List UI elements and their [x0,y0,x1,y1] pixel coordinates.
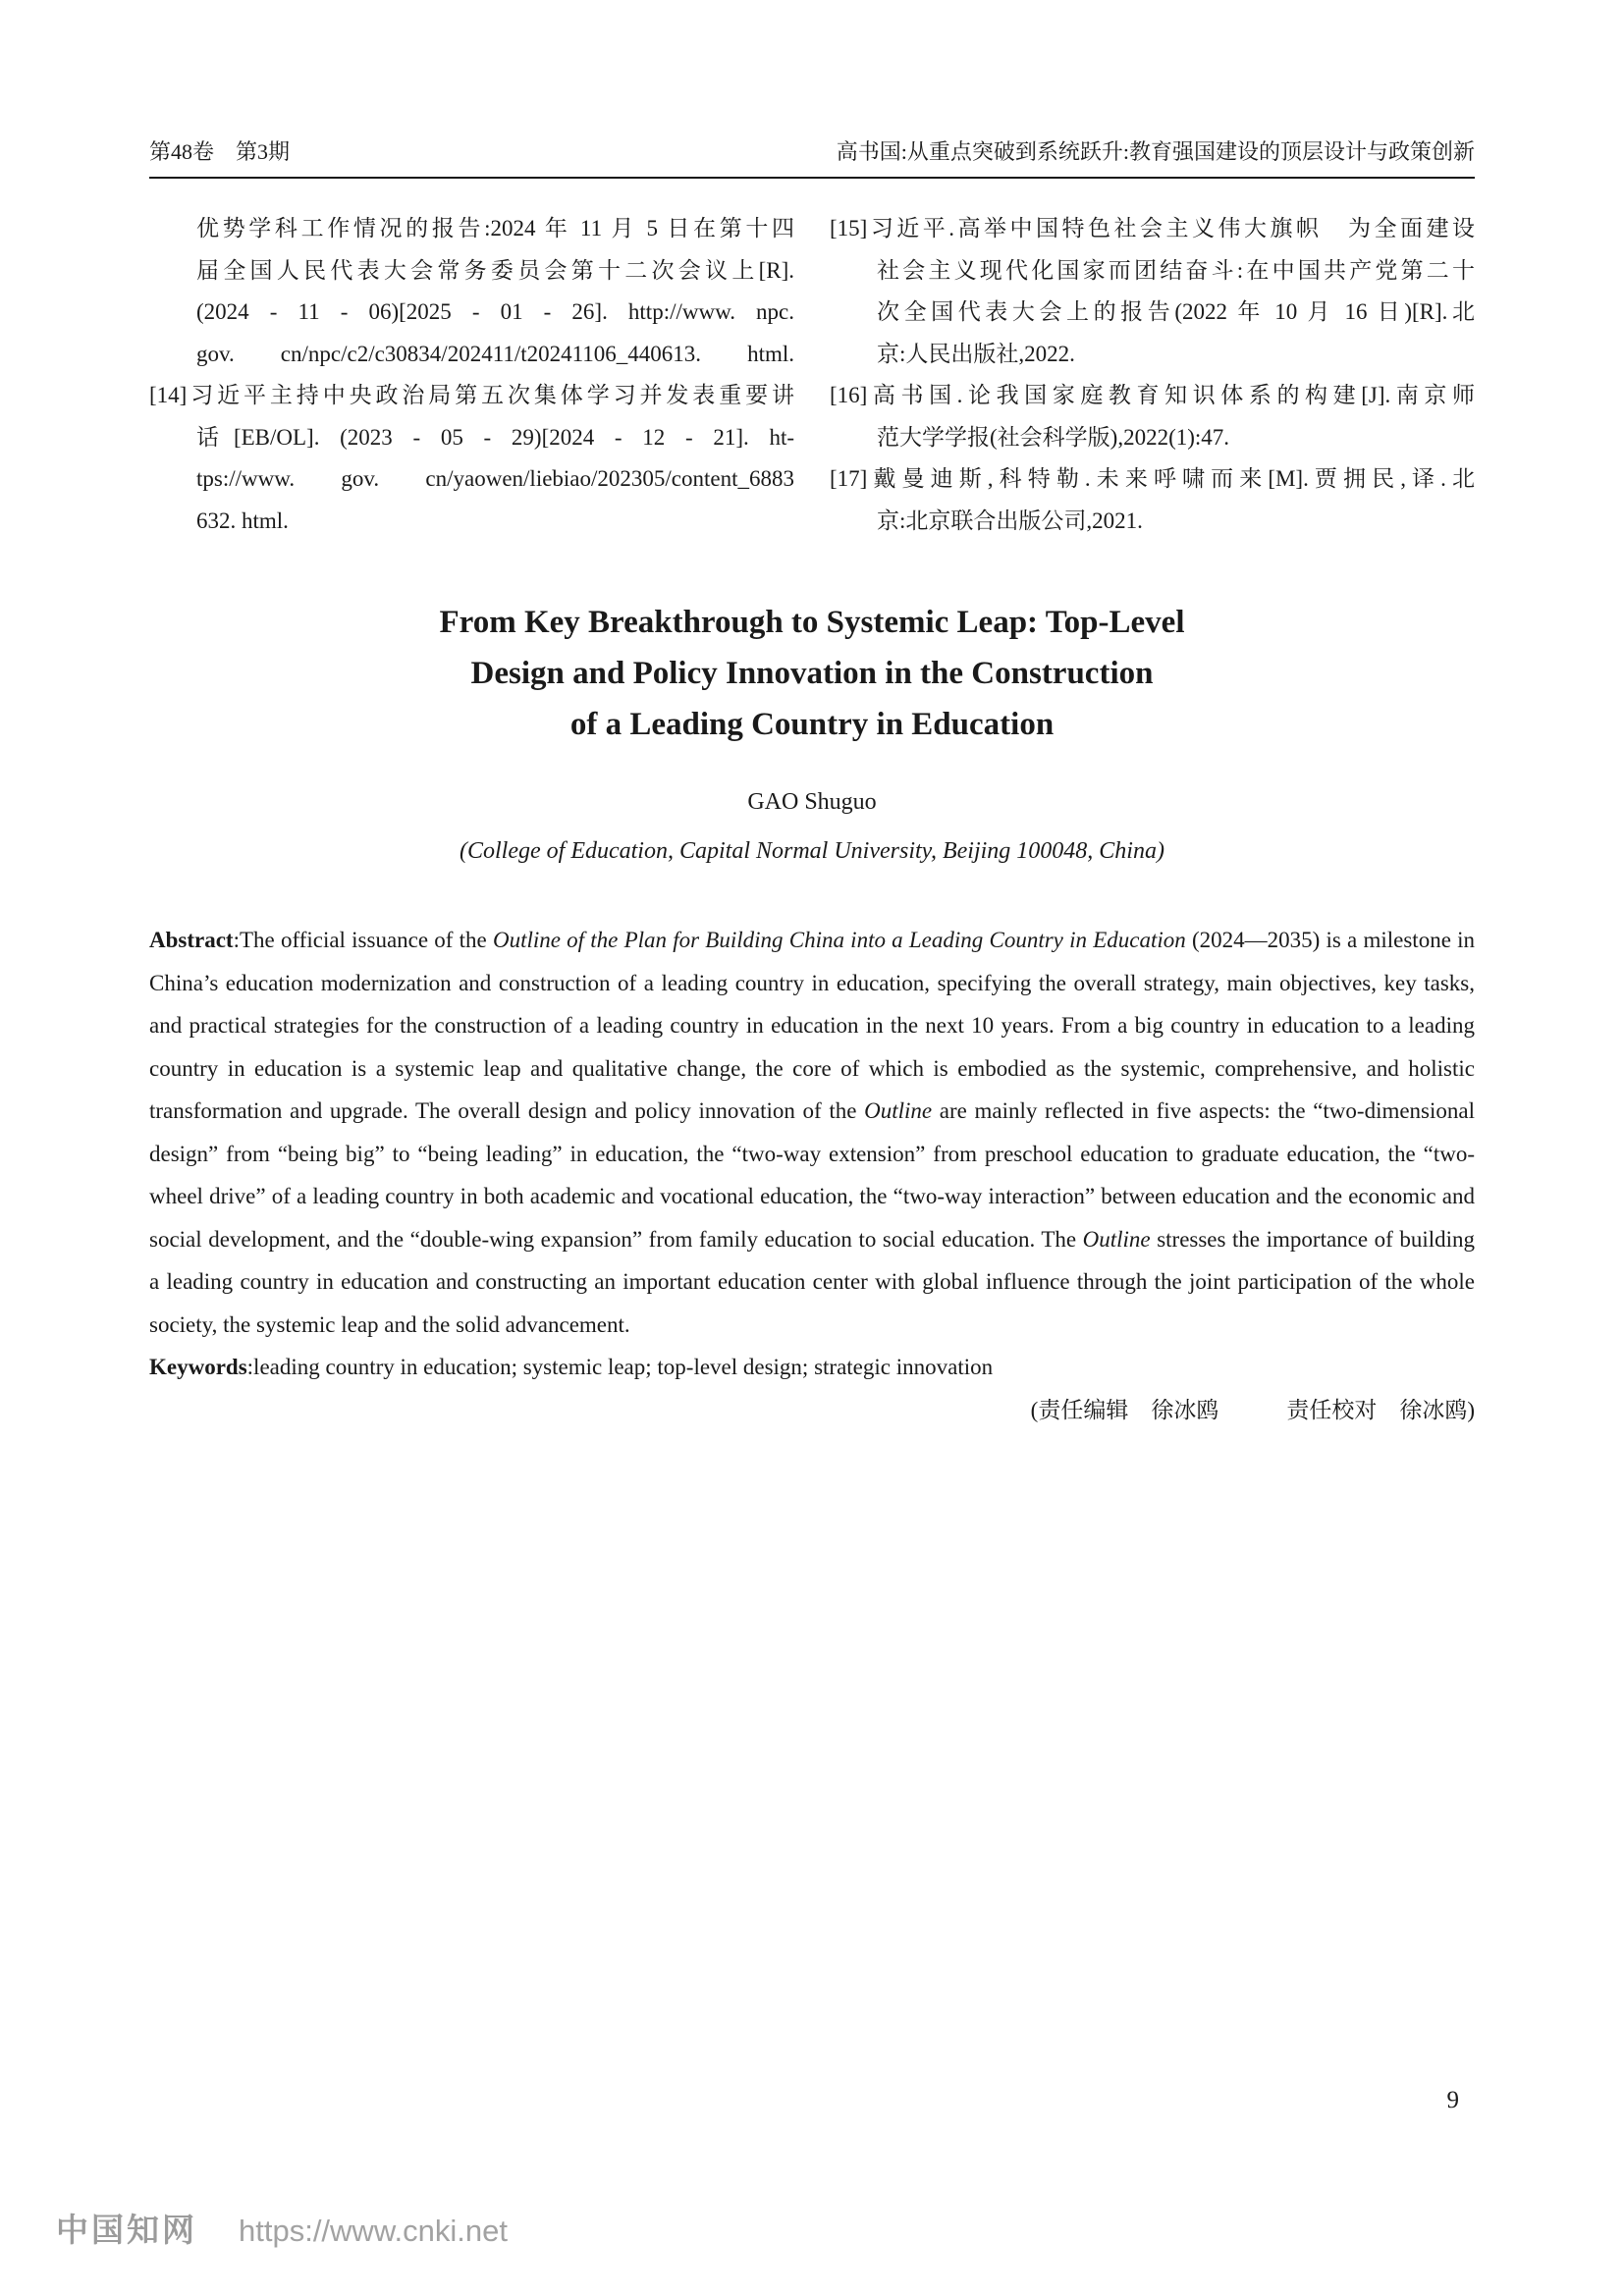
title-line: of a Leading Country in Education [569,707,1055,742]
references-column-left [149,208,794,542]
keywords-text: :leading country in education; systemic leap; top-level design; strategic innovation [246,1355,994,1379]
reference-line: 社会主义现代化国家而团结奋斗:在中国共产党第二十 [877,257,1475,283]
running-head [149,139,1475,165]
english-title [149,597,1475,750]
cnki-url: https://www.cnki.net [239,2214,508,2248]
running-head-article-title: 高书国:从重点突破到系统跃升:教育强国建设的顶层设计与政策创新 [836,139,1475,164]
reference-line: [15]习近平.高举中国特色社会主义伟大旗帜 为全面建设 [830,216,1475,240]
reference-line: 次全国代表大会上的报告(2022 年 10 月 16 日)[R].北 [877,299,1475,324]
reference-line: tps://www. gov. cn/yaowen/liebiao/202305/content_6883 [196,466,794,491]
reference-line: 京:北京联合出版公司,2021. [877,507,1143,533]
running-head-volume-issue: 第48卷 第3期 [149,139,291,164]
abstract-segment: Outline [1082,1226,1151,1252]
reference-line: 范大学学报(社会科学版),2022(1):47. [877,424,1230,450]
reference-line: 优势学科工作情况的报告:2024 年 11 月 5 日在第十四 [196,216,794,240]
keywords-line [149,1346,1475,1389]
abstract-segment: (2024—2035) is a milestone in China’s education modernization and construction of a leading country in education, specifying the overall strategy, main objectives, key tasks, and practical strategies for the construction of a leading country in education in the next 10 years. From a big country in education to a leading country in education is a systemic leap and qualitative change, the core of which is embodied as the systemic, comprehensive, and holistic transformation and upgrade. The overall design and policy innovation of the [149,928,1476,1123]
editor-note: (责任编辑 徐冰鸥 责任校对 徐冰鸥) [1030,1397,1475,1422]
reference-line: 话[EB/OL]. (2023 - 05 - 29)[2024 - 12 - 21]. ht- [196,424,794,450]
header-rule [149,177,1475,179]
abstract-segment: :The official issuance of the [233,928,493,952]
reference-line: (2024 - 11 - 06)[2025 - 01 - 26]. http://www. npc. [196,299,794,324]
title-line: Design and Policy Innovation in the Construction [470,656,1154,691]
reference-line: 632. html. [196,507,289,533]
reference-line: [14]习近平主持中央政治局第五次集体学习并发表重要讲 [149,383,794,407]
keywords-label: Keywords [149,1355,247,1379]
reference-line: 京:人民出版社,2022. [877,341,1075,366]
page-number: 9 [1446,2087,1459,2113]
abstract-paragraph [149,919,1475,1346]
reference-line: gov. cn/npc/c2/c30834/202411/t20241106_440613. html. [196,341,794,366]
page-content [149,0,1475,1431]
abstract-segment: are mainly reflected in five aspects: the “two-dimensional design” from “being big” to “being leading” in education, the “two-way extension” from preschool education to graduate education, the “two-wheel drive” of a leading country in both academic and vocational education, the “two-way interaction” between education and the economic and social development, and the “double-wing expansion” from family education to social education. The [149,1098,1475,1252]
reference-line: [17]戴曼迪斯,科特勒.未来呼啸而来[M].贾拥民,译.北 [830,466,1475,491]
abstract-segment: stresses the importance of building a leading country in education and constructing an important education center with global influence through the joint participation of the whole society, the systemic leap and the solid advancement. [149,1226,1476,1337]
reference-line: [16]高书国.论我国家庭教育知识体系的构建[J].南京师 [830,383,1475,407]
references-section [149,208,1475,542]
abstract-segment: Outline of the Plan for Building China into a Leading Country in Education [492,928,1186,952]
title-line: From Key Breakthrough to Systemic Leap: Top-Level [439,605,1185,640]
references-column-right [830,208,1475,542]
cnki-logo-text: 中国知网 [56,2212,197,2248]
abstract-segment: Outline [864,1098,933,1123]
author-name: GAO Shuguo [747,789,877,815]
reference-line: 届全国人民代表大会常务委员会第十二次会议上[R]. [196,257,794,283]
author-affiliation: (College of Education, Capital Normal University, Beijing 100048, China) [460,838,1164,864]
abstract-segment: Abstract [149,928,234,952]
cnki-watermark [56,2205,508,2251]
